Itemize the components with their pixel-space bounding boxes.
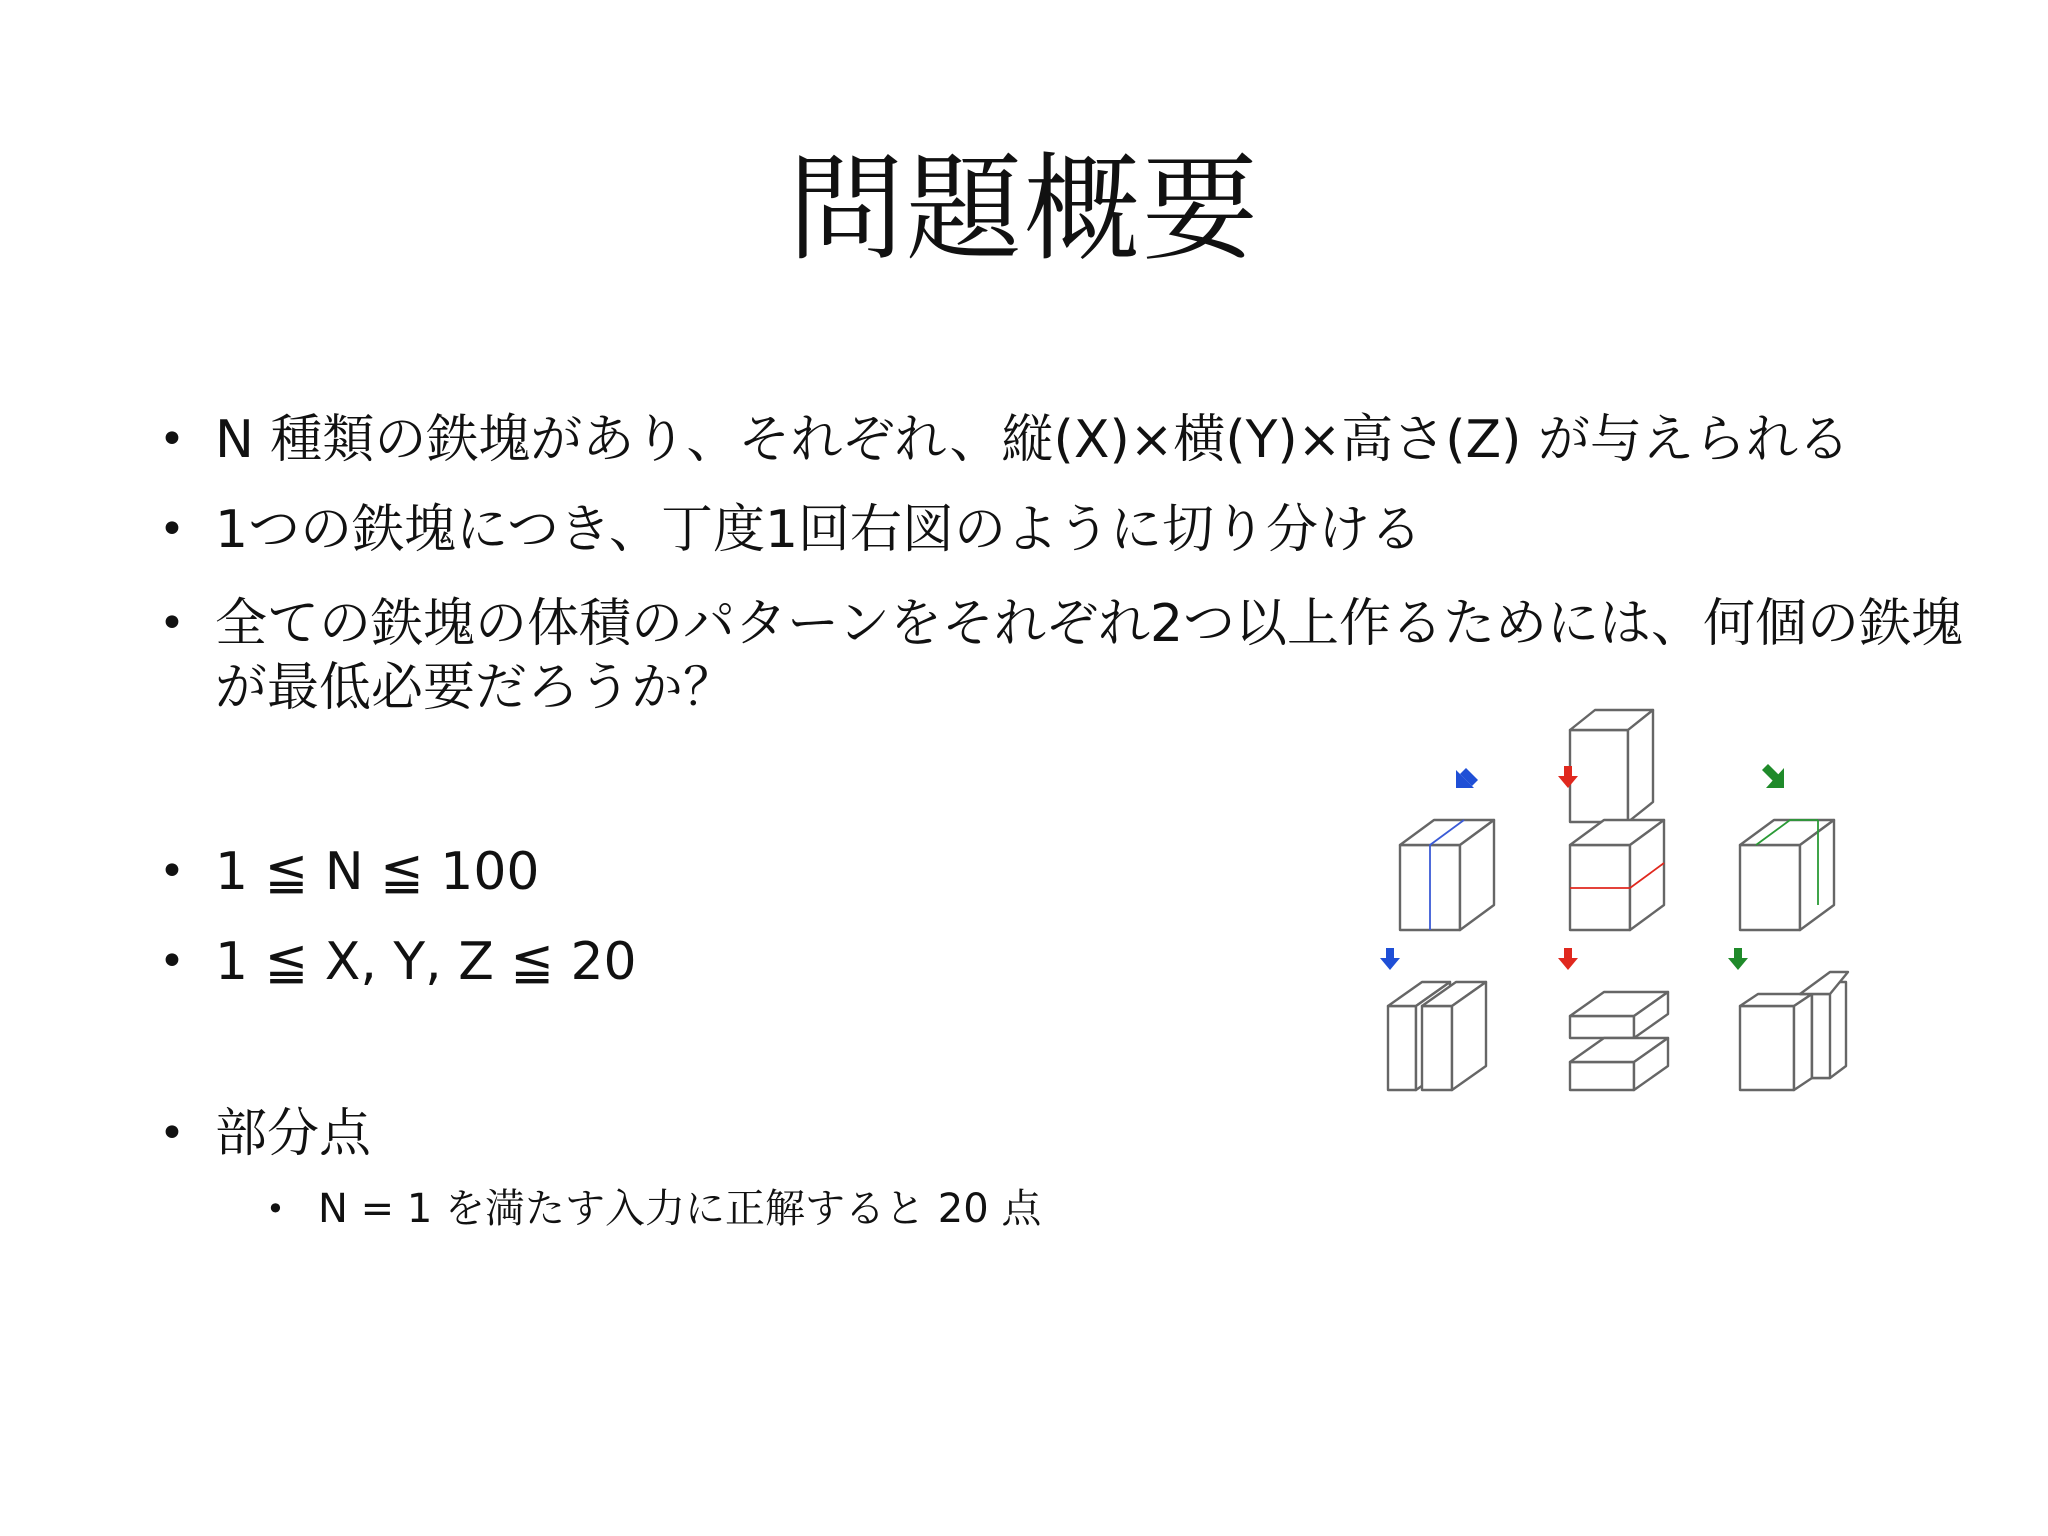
slide-title: 問題概要 bbox=[788, 142, 1260, 277]
split-result-middle bbox=[1570, 992, 1668, 1090]
arrow-red-down-lower bbox=[1558, 948, 1578, 970]
cutting-figure bbox=[1380, 700, 1880, 1100]
split-result-right bbox=[1740, 972, 1848, 1090]
bullet-constraint-n: • 1 ≦ N ≦ 100 bbox=[215, 840, 540, 904]
arrow-green-diagonal bbox=[1762, 764, 1784, 788]
arrow-green-down bbox=[1728, 948, 1748, 970]
bullet-problem-input: • N 種類の鉄塊があり、それぞれ、縦(X)×横(Y)×高さ(Z) が与えられる bbox=[215, 408, 1850, 472]
bullet-partial-score: • 部分点 bbox=[215, 1102, 371, 1166]
block-cut-red bbox=[1570, 820, 1664, 930]
arrow-blue-diagonal bbox=[1456, 768, 1478, 788]
bullet-question: • 全ての鉄塊の体積のパターンをそれぞれ2つ以上作るためには、何個の鉄塊が最低必要だろうか？ bbox=[215, 592, 1975, 720]
bullet-cut-rule: • 1つの鉄塊につき、丁度1回右図のように切り分ける bbox=[215, 498, 1422, 562]
sub-bullet-partial-score: • N = 1 を満たす入力に正解すると 20 点 bbox=[318, 1183, 1041, 1235]
block-cut-blue bbox=[1400, 820, 1494, 930]
arrow-blue-down bbox=[1380, 948, 1400, 970]
bullet-constraint-xyz: • 1 ≦ X, Y, Z ≦ 20 bbox=[215, 930, 637, 994]
original-block bbox=[1570, 710, 1653, 822]
split-result-left bbox=[1388, 982, 1486, 1090]
block-cut-green bbox=[1740, 820, 1834, 930]
